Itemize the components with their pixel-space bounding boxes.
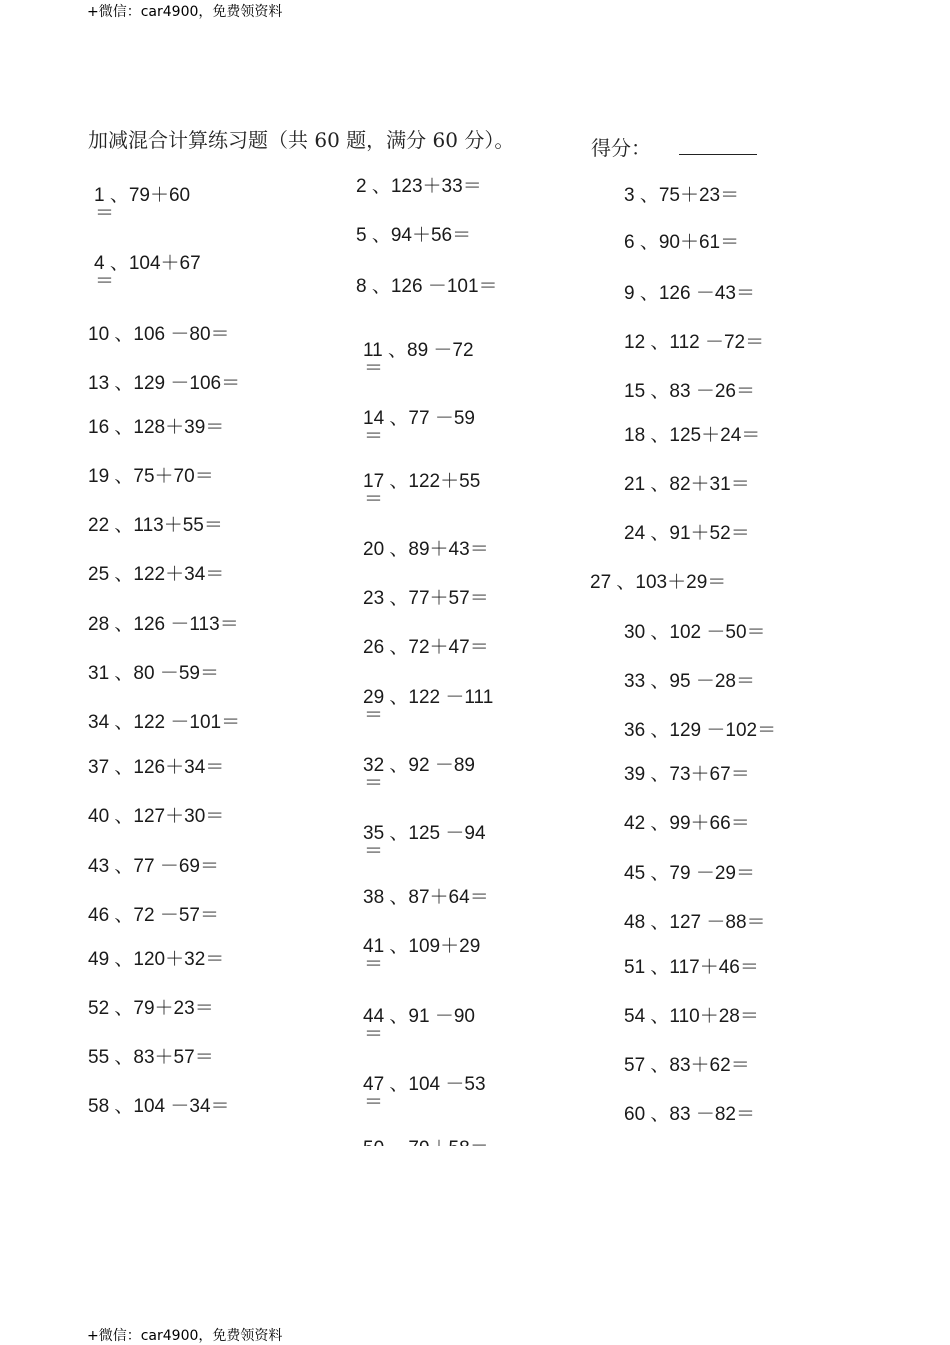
problem-40: 40 、127＋30＝ xyxy=(88,806,225,827)
score-label: 得分： xyxy=(591,136,651,160)
problem-6: 6 、90＋61＝ xyxy=(624,232,740,253)
problem-15: 15 、83 －26＝ xyxy=(624,381,755,402)
problem-1: 1 、79＋60 ＝ xyxy=(94,185,191,224)
problem-51: 51 、117＋46＝ xyxy=(624,957,759,978)
problem-60: 60 、83 －82＝ xyxy=(624,1104,755,1125)
problem-47: 47 、104 －53 ＝ xyxy=(363,1074,486,1113)
problem-4: 4 、104＋67 ＝ xyxy=(94,253,201,292)
problem-36: 36 、129 －102＝ xyxy=(624,720,777,741)
problem-13: 13 、129 －106＝ xyxy=(88,373,241,394)
problem-43: 43 、77 －69＝ xyxy=(88,856,219,877)
problem-42: 42 、99＋66＝ xyxy=(624,813,750,834)
problem-22: 22 、113＋55＝ xyxy=(88,515,223,536)
problem-18: 18 、125＋24＝ xyxy=(624,425,761,446)
problem-46: 46 、72 －57＝ xyxy=(88,905,219,926)
problem-11: 11 、89 －72 ＝ xyxy=(363,340,474,379)
page-header-note: +微信：car4900，免费领资料 xyxy=(87,4,283,20)
problem-21: 21 、82＋31＝ xyxy=(624,474,750,495)
problem-31: 31 、80 －59＝ xyxy=(88,663,219,684)
problem-2: 2 、123＋33＝ xyxy=(356,176,482,197)
problem-12: 12 、112 －72＝ xyxy=(624,332,765,353)
problem-14: 14 、77 －59 ＝ xyxy=(363,408,475,447)
page-footer-note: +微信：car4900，免费领资料 xyxy=(87,1328,283,1344)
problem-55: 55 、83＋57＝ xyxy=(88,1047,214,1068)
problem-23: 23 、77＋57＝ xyxy=(363,588,489,609)
problem-16: 16 、128＋39＝ xyxy=(88,417,225,438)
problem-58: 58 、104 －34＝ xyxy=(88,1096,230,1117)
problem-19: 19 、75＋70＝ xyxy=(88,466,214,487)
problem-48: 48 、127 －88＝ xyxy=(624,912,766,933)
problem-26: 26 、72＋47＝ xyxy=(363,637,489,658)
problem-57: 57 、83＋62＝ xyxy=(624,1055,750,1076)
problem-32: 32 、92 －89 ＝ xyxy=(363,755,475,794)
problem-39: 39 、73＋67＝ xyxy=(624,764,750,785)
problem-5: 5 、94＋56＝ xyxy=(356,225,472,246)
problem-54: 54 、110＋28＝ xyxy=(624,1006,759,1027)
problem-20: 20 、89＋43＝ xyxy=(363,539,489,560)
problem-45: 45 、79 －29＝ xyxy=(624,863,755,884)
problem-29: 29 、122 －111 ＝ xyxy=(363,687,494,726)
page-crop-mask xyxy=(0,1146,950,1326)
problem-25: 25 、122＋34＝ xyxy=(88,564,225,585)
problem-24: 24 、91＋52＝ xyxy=(624,523,750,544)
score-field xyxy=(591,132,757,161)
problem-17: 17 、122＋55 ＝ xyxy=(363,471,481,510)
problem-41: 41 、109＋29 ＝ xyxy=(363,936,481,975)
problem-52: 52 、79＋23＝ xyxy=(88,998,214,1019)
problem-37: 37 、126＋34＝ xyxy=(88,757,225,778)
problem-8: 8 、126 －101＝ xyxy=(356,276,498,297)
problem-9: 9 、126 －43＝ xyxy=(624,283,755,304)
problem-38: 38 、87＋64＝ xyxy=(363,887,489,908)
problem-10: 10 、106 －80＝ xyxy=(88,324,230,345)
problem-44: 44 、91 －90 ＝ xyxy=(363,1006,475,1045)
problem-35: 35 、125 －94 ＝ xyxy=(363,823,486,862)
problem-3: 3 、75＋23＝ xyxy=(624,185,740,206)
worksheet-title: 加减混合计算练习题（共 60 题，满分 60 分）。 xyxy=(88,128,515,152)
problem-33: 33 、95 －28＝ xyxy=(624,671,755,692)
problem-49: 49 、120＋32＝ xyxy=(88,949,225,970)
problem-34: 34 、122 －101＝ xyxy=(88,712,241,733)
problem-30: 30 、102 －50＝ xyxy=(624,622,766,643)
problem-27: 27 、103＋29＝ xyxy=(590,572,727,593)
problem-28: 28 、126 －113＝ xyxy=(88,614,239,635)
score-blank[interactable] xyxy=(679,136,757,155)
